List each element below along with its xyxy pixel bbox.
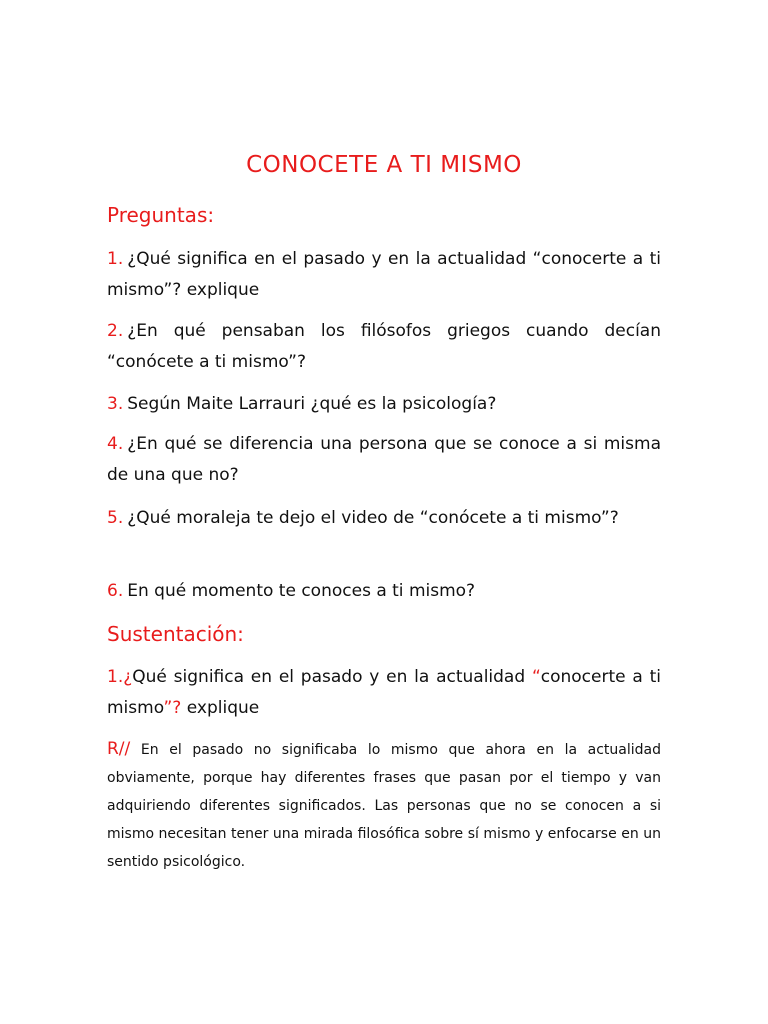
question-text: Según Maite Larrauri ¿qué es la psicología? (127, 394, 497, 414)
question-1 (107, 244, 661, 306)
open-question-mark: ¿ (123, 667, 133, 687)
question-text: ¿Qué significa en el pasado y en la actualidad “conocerte a ti mismo”? explique (107, 249, 661, 300)
question-number: 1. (107, 667, 124, 687)
answer-paragraph (107, 735, 661, 876)
question-text: En qué momento te conoces a ti mismo? (127, 581, 476, 601)
question-text: ¿En qué se diferencia una persona que se conoce a si misma de una que no? (107, 434, 661, 485)
question-number: 6. (107, 581, 124, 601)
sustentacion-heading: Sustentación: (107, 622, 244, 646)
question-text-part1: Qué significa en el pasado y en la actualidad (132, 667, 532, 687)
question-4 (107, 429, 661, 491)
question-number: 4. (107, 434, 124, 454)
question-number: 2. (107, 321, 124, 341)
question-number: 3. (107, 394, 124, 414)
answer-text: En el pasado no significaba lo mismo que ahora en la actualidad obviamente, porque hay diferentes frases que pasan por el tiempo y van adquiriendo diferentes significados. Las personas que no se conocen a si mismo necesitan tener una mirada filosófica sobre sí mismo y enfocarse en un sentido psicológico. (107, 742, 662, 870)
question-text-part2: conocerte a ti mismo (107, 667, 661, 718)
sustentacion-question-1 (107, 662, 661, 724)
document-title: CONOCETE A TI MISMO (246, 152, 522, 178)
question-2 (107, 316, 661, 378)
question-number: 5. (107, 508, 124, 528)
question-number: 1. (107, 249, 124, 269)
answer-lead: R// (107, 739, 131, 759)
question-3 (107, 389, 661, 420)
question-text: ¿Qué moraleja te dejo el video de “conócete a ti mismo”? (127, 508, 619, 528)
question-text-part3: explique (181, 698, 260, 718)
quote-open: “ (531, 667, 541, 687)
question-6 (107, 576, 661, 607)
question-text: ¿En qué pensaban los filósofos griegos cuando decían “conócete a ti mismo”? (107, 321, 661, 372)
question-5 (107, 503, 661, 534)
preguntas-heading: Preguntas: (107, 203, 215, 227)
quote-close: ”? (163, 698, 182, 718)
